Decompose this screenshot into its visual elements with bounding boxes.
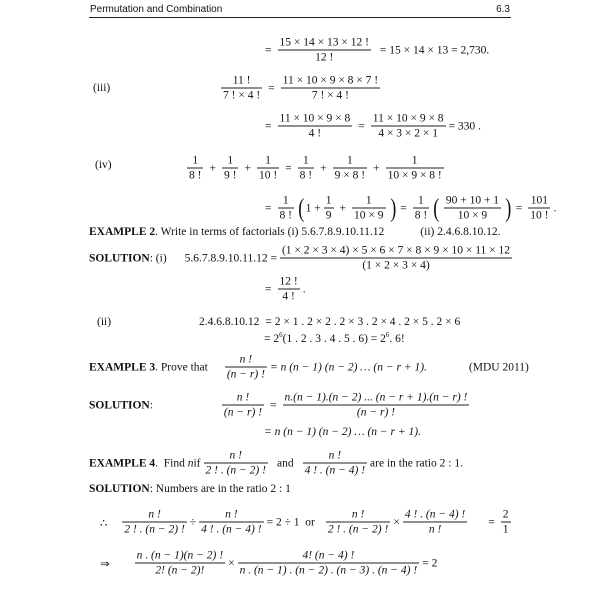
denominator: 7 ! × 4 !	[281, 88, 380, 102]
numerator: n !	[351, 508, 365, 521]
variable: n	[187, 457, 194, 469]
part-label-iii: (iii)	[93, 82, 111, 94]
numerator: 4! (n − 4) !	[302, 549, 355, 562]
fraction	[187, 155, 203, 182]
fraction	[298, 155, 314, 182]
part-label: : (i)	[149, 252, 167, 264]
fraction	[221, 75, 262, 102]
example-2-result	[262, 276, 306, 303]
fraction	[371, 113, 446, 140]
example-2-statement	[89, 226, 500, 238]
fraction	[122, 509, 186, 536]
period: .	[302, 283, 306, 295]
text: and	[276, 457, 294, 469]
fraction	[333, 155, 367, 182]
text: (1 . 2 . 3 . 4 . 5 . 6) = 2	[282, 332, 386, 345]
fraction	[257, 155, 279, 182]
equals: =	[265, 44, 272, 56]
fraction	[278, 195, 294, 222]
period: .	[553, 202, 557, 214]
denominator: 4 × 3 × 2 × 1	[371, 126, 446, 140]
fraction	[386, 155, 444, 182]
numerator: n !	[148, 508, 161, 521]
denominator: (1 × 2 × 3 × 4)	[280, 258, 512, 272]
right-paren: )	[505, 193, 512, 222]
equation-iv-line-1	[184, 155, 447, 182]
left-paren: (	[433, 193, 440, 222]
fraction	[278, 276, 300, 303]
numerator: 1	[346, 154, 353, 167]
part-label-ii: (ii)	[97, 316, 112, 328]
rhs: = 2 × 1 . 2 × 2 . 2 × 3 . 2 × 4 . 2 × 5 . 2 × 6	[265, 316, 461, 328]
denominator: n . (n − 1) . (n − 2) . (n − 3) . (n − 4) !	[239, 564, 418, 577]
denominator: 2! (n − 2)!	[135, 563, 225, 577]
fraction	[199, 509, 263, 536]
term: 1 +	[305, 202, 321, 214]
denominator: 10 × 9 × 8 !	[387, 169, 442, 182]
denominator: (n − r) !	[283, 405, 470, 419]
plus: +	[320, 162, 327, 174]
colon: :	[149, 399, 153, 411]
text: . Find	[155, 457, 188, 469]
denominator: 10 × 9	[354, 209, 384, 222]
fraction	[204, 450, 268, 477]
numerator: 90 + 10 + 1	[445, 194, 500, 207]
plus: +	[209, 162, 216, 174]
denominator: 4 !	[278, 289, 300, 303]
example-4-statement	[89, 450, 463, 477]
equals: =	[285, 162, 292, 174]
fraction	[135, 550, 225, 577]
example-3-solution	[89, 392, 472, 419]
fraction	[444, 195, 501, 222]
denominator: 2 ! . (n − 2) !	[205, 464, 266, 477]
fraction	[278, 113, 353, 140]
exponent: 6	[385, 331, 390, 340]
fraction	[225, 354, 267, 381]
running-header-title: Permutation and Combination	[90, 4, 223, 15]
denominator: 4 ! . (n − 4) !	[201, 523, 262, 536]
denominator: (n − r) !	[226, 368, 265, 381]
equals: =	[358, 120, 365, 132]
example-4-step-2	[100, 550, 437, 577]
denominator: 10 !	[530, 209, 549, 222]
equation-iv-line-2	[262, 195, 556, 222]
denominator: 12 !	[278, 50, 371, 64]
numerator: 12 !	[279, 275, 298, 288]
fraction	[326, 509, 390, 536]
numerator: 1	[365, 194, 372, 207]
text: = 2 ÷ 1 or	[266, 516, 315, 528]
example-heading: EXAMPLE 3	[89, 361, 156, 373]
text: . 6!	[389, 332, 405, 345]
denominator: 8 !	[414, 209, 428, 222]
equals: =	[265, 202, 272, 214]
denominator: 9 × 8 !	[334, 169, 366, 182]
rhs: = n (n − 1) (n − 2) … (n − r + 1).	[264, 426, 421, 438]
plus: +	[339, 202, 347, 214]
fraction	[413, 195, 429, 222]
example-heading: EXAMPLE 2	[89, 226, 156, 238]
plus: +	[373, 162, 380, 174]
fraction	[283, 392, 470, 419]
example-3-conclusion	[264, 426, 421, 438]
denominator: n !	[403, 522, 467, 536]
solution-heading: SOLUTION	[89, 483, 150, 495]
fraction	[324, 195, 334, 222]
example-part-ii: (ii) 2.4.6.8.10.12.	[420, 226, 501, 238]
text: if	[193, 457, 201, 469]
lhs: 2.4.6.8.10.12	[199, 316, 260, 328]
equation-iii-line-2	[262, 113, 481, 140]
fraction	[501, 509, 511, 536]
denominator: 2 ! . (n − 2) !	[124, 523, 185, 536]
example-3-statement	[89, 354, 529, 381]
page-number: 6.3	[496, 4, 510, 15]
numerator: 15 × 14 × 13 × 12 !	[279, 36, 369, 49]
example-2-solution-i	[89, 245, 515, 272]
text: are in the ratio 2 : 1.	[370, 457, 463, 469]
equals: =	[488, 516, 495, 528]
numerator: 1	[418, 194, 424, 207]
example-4-step-1	[100, 509, 514, 536]
solution-text: : Numbers are in the ratio 2 : 1	[149, 483, 291, 495]
fraction	[238, 550, 420, 577]
denominator: 1	[502, 523, 509, 536]
right-paren: )	[389, 193, 396, 222]
example-text: . Write in terms of factorials (i) 5.6.7.8.9.10.11.12	[155, 226, 385, 238]
example-2-solution-ii	[199, 316, 460, 328]
denominator: 8 !	[299, 169, 313, 182]
numerator: 1	[282, 194, 289, 207]
numerator: 101	[530, 194, 548, 207]
source-citation: (MDU 2011)	[468, 361, 529, 373]
fraction	[303, 450, 367, 477]
text: = 2	[264, 332, 280, 345]
numerator: 11 !	[232, 74, 251, 87]
fraction	[222, 392, 264, 419]
denominator: 8 !	[189, 169, 202, 182]
fraction	[280, 245, 512, 272]
numerator: 11 × 10 × 9 × 8	[372, 112, 444, 125]
result-text: = 15 × 14 × 13 = 2,730.	[379, 44, 490, 56]
times: ×	[393, 516, 400, 528]
header-rule	[89, 17, 511, 18]
numerator: 2	[502, 508, 509, 521]
numerator: n !	[239, 353, 253, 366]
denominator: 8 !	[279, 209, 292, 222]
numerator: 1	[227, 154, 234, 167]
numerator: 11 × 10 × 9 × 8 × 7 !	[282, 74, 379, 87]
therefore-symbol: ∴	[100, 517, 108, 529]
denominator: 10 !	[258, 169, 278, 182]
denominator: 9	[325, 209, 332, 222]
fraction	[278, 37, 371, 64]
denominator: 2 ! . (n − 2) !	[327, 523, 389, 536]
numerator: 1	[265, 154, 271, 167]
denominator: 7 ! × 4 !	[223, 89, 261, 102]
example-text: . Prove that	[155, 361, 208, 373]
fraction	[528, 195, 550, 222]
equals: =	[270, 399, 277, 411]
denominator: (n − r) !	[223, 406, 263, 419]
numerator: n !	[236, 391, 250, 404]
denominator: 4 !	[278, 126, 353, 140]
part-label-iv: (iv)	[95, 159, 112, 171]
lhs: 5.6.7.8.9.10.11.12 =	[184, 252, 277, 264]
equation-iii-line-1	[218, 75, 383, 102]
rhs: = n (n − 1) (n − 2) … (n − r + 1).	[269, 361, 427, 373]
equals: =	[265, 283, 272, 295]
numerator: n !	[229, 449, 242, 462]
numerator: 1	[411, 154, 418, 167]
exponent: 6	[279, 331, 283, 340]
solution-heading: SOLUTION	[89, 252, 150, 264]
divide: ÷	[189, 516, 197, 528]
result-text: = 330 .	[448, 120, 481, 132]
implies-symbol: ⇒	[100, 558, 110, 570]
numerator: n !	[328, 449, 342, 462]
numerator: 4 ! . (n − 4) !	[404, 508, 466, 521]
numerator: 11 × 10 × 9 × 8	[279, 112, 351, 125]
example-2-solution-ii-line-2	[264, 331, 405, 345]
numerator: n.(n − 1).(n − 2) ... (n − r + 1).(n − r) !	[284, 391, 468, 404]
solution-heading: SOLUTION	[89, 399, 150, 411]
denominator: 9 !	[223, 169, 237, 182]
denominator: 10 × 9	[444, 208, 501, 222]
fraction	[403, 509, 467, 536]
numerator: 1	[303, 154, 309, 167]
left-paren: (	[298, 193, 305, 222]
equals: =	[265, 120, 272, 132]
example-heading: EXAMPLE 4	[89, 457, 156, 469]
fraction	[352, 195, 386, 222]
times: ×	[228, 557, 235, 569]
numerator: (1 × 2 × 3 × 4) × 5 × 6 × 7 × 8 × 9 × 10 × 11 × 12	[281, 244, 511, 257]
numerator: 1	[325, 194, 332, 207]
example-4-solution	[89, 483, 291, 495]
equals: =	[268, 82, 275, 94]
numerator: n !	[225, 508, 238, 521]
plus: +	[244, 162, 251, 174]
fraction	[222, 155, 238, 182]
equation-line-1	[262, 37, 489, 64]
denominator: 4 ! . (n − 4) !	[304, 464, 366, 477]
numerator: 1	[192, 154, 199, 167]
equals: =	[400, 202, 407, 214]
fraction	[281, 75, 380, 102]
result-text: = 2	[422, 557, 438, 569]
equals: =	[515, 202, 523, 214]
numerator: n . (n − 1)(n − 2) !	[136, 549, 224, 562]
